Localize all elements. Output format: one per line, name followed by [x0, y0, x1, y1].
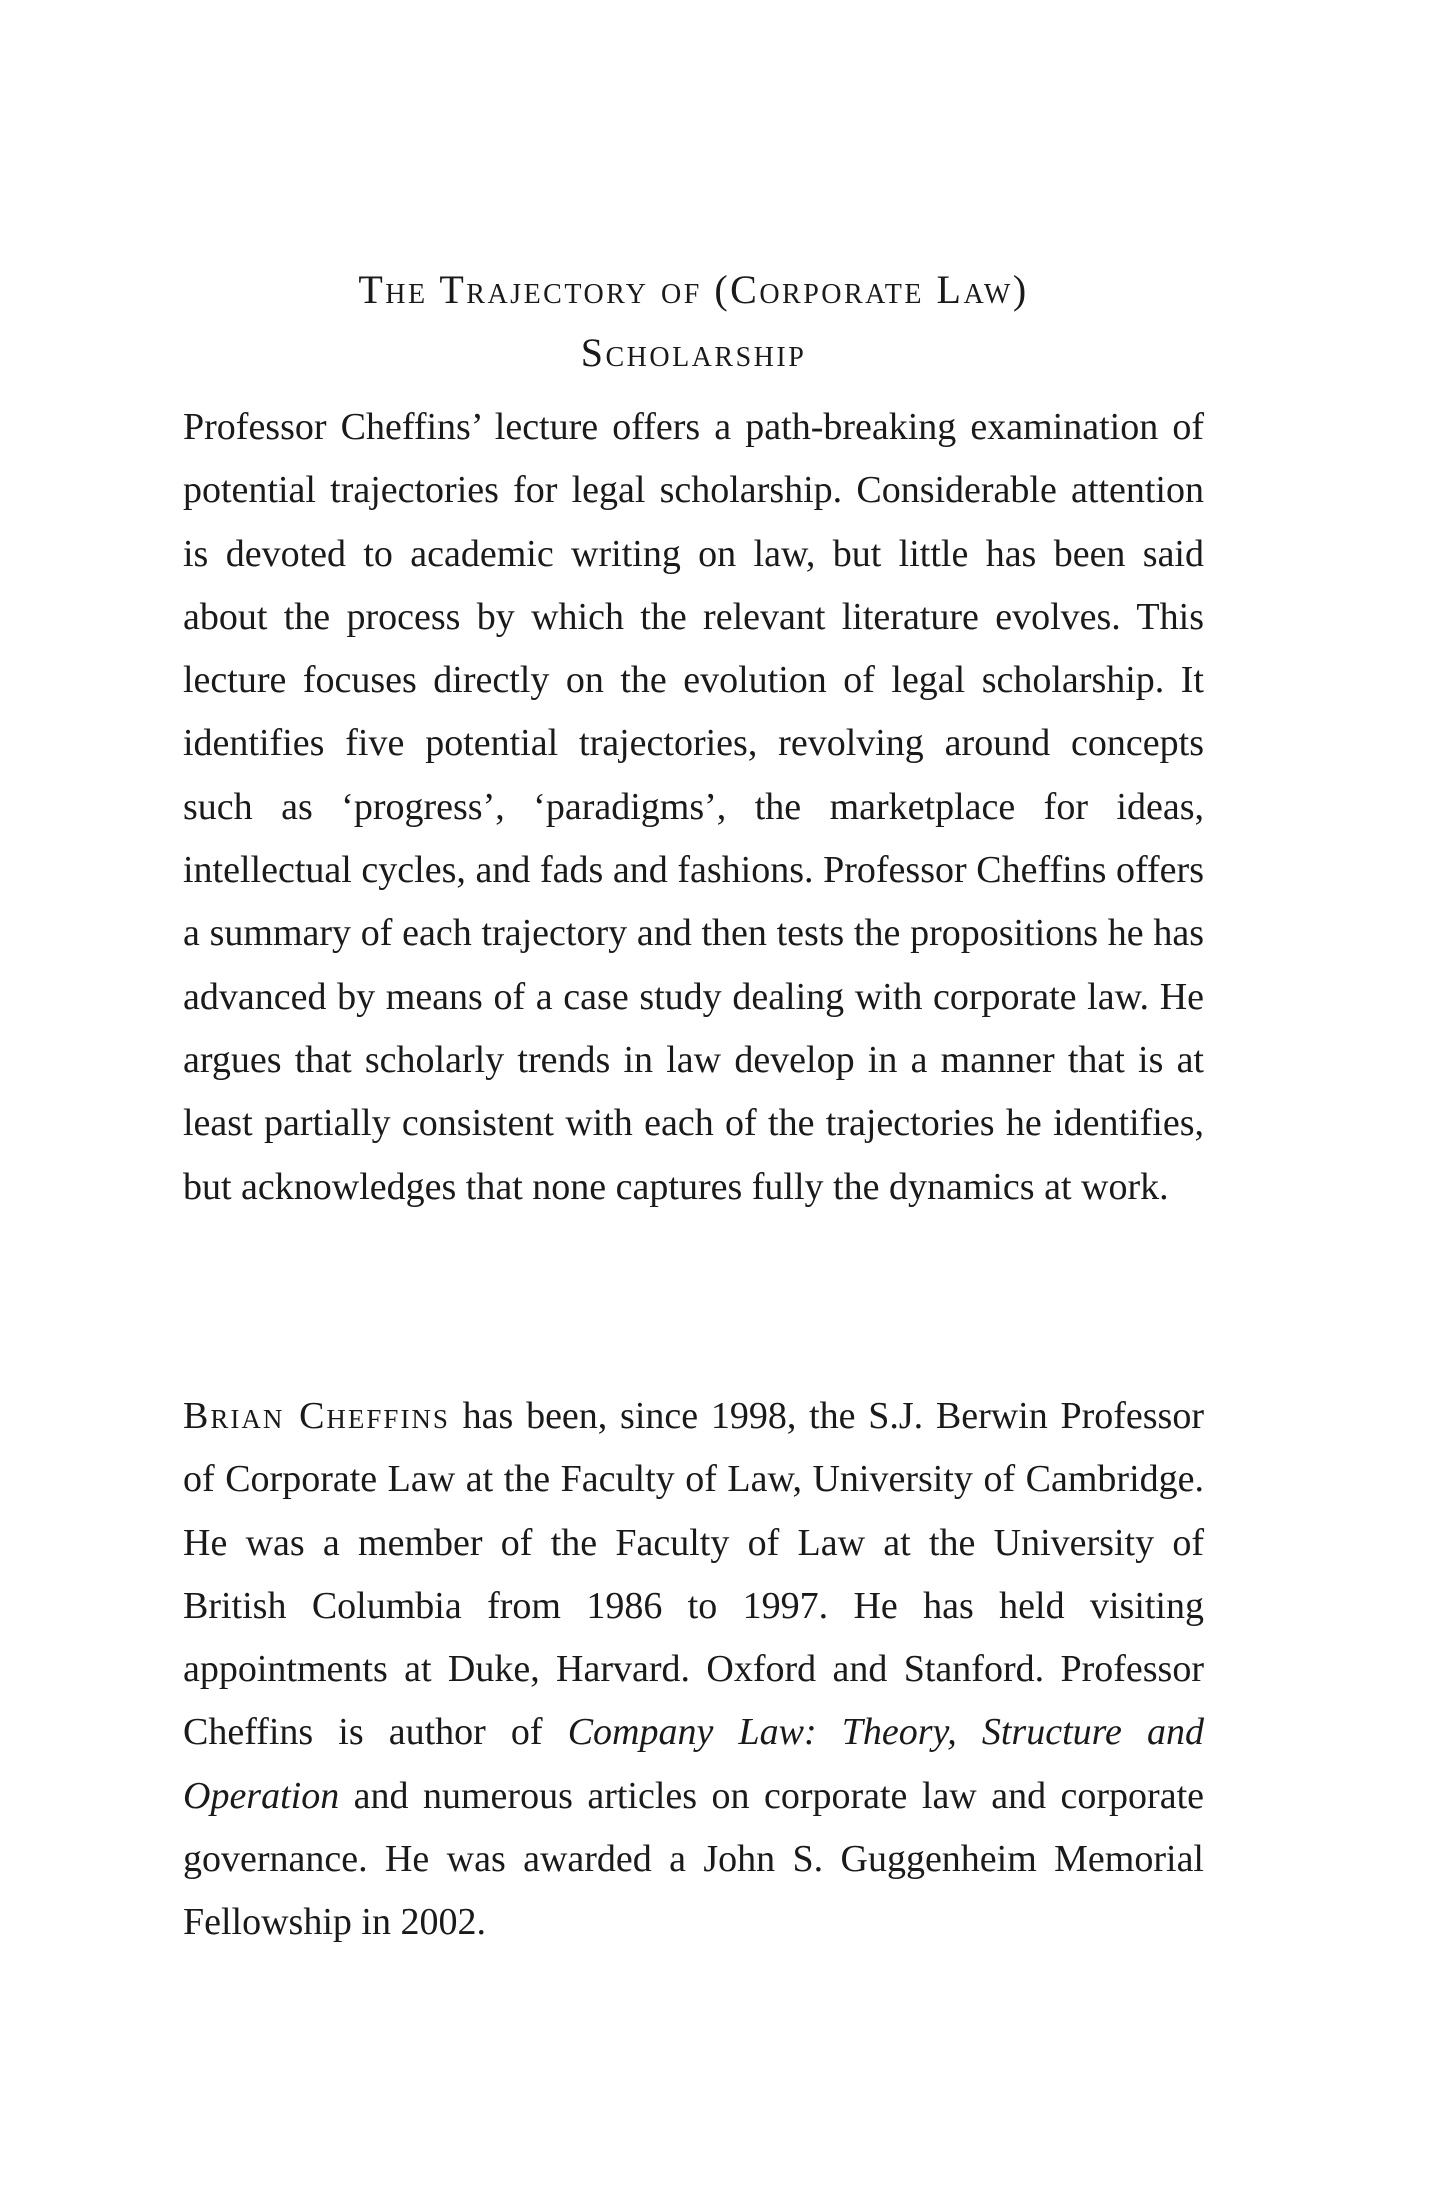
title-line-1: The Trajectory of (Corporate Law)	[358, 267, 1029, 312]
author-bio-paragraph	[183, 1385, 1204, 1955]
page-title	[183, 258, 1204, 384]
author-name: Brian Cheffins	[183, 1395, 450, 1437]
abstract-paragraph: Professor Cheffins’ lecture offers a path-breaking examination of potential trajectories for legal scholarship. Considerable attention is devoted to academic writing on law, but little has been said about the process by which the relevant literature evolves. This lecture focuses directly on the evolution of legal scholarship. It identifies five potential trajectories, revolving around concepts such as ‘progress’, ‘paradigms’, the marketplace for ideas, intellectual cycles, and fads and fashions. Professor Cheffins offers a summary of each trajectory and then tests the propositions he has advanced by means of a case study dealing with corporate law. He argues that scholarly trends in law develop in a manner that is at least partially consistent with each of the trajectories he identifies, but acknowledges that none captures fully the dynamics at work.	[183, 406, 1204, 1208]
bio-text-after-book: and numerous articles on corporate law and corporate governance. He was awarded a John S. Guggenheim Memorial Fellowship in 2002.	[183, 1774, 1204, 1944]
bio-text-before-book: has been, since 1998, the S.J. Berwin Professor of Corporate Law at the Faculty of Law, University of Cambridge. He was a member of the Faculty of Law at the University of British Columbia from 1986 to 1997. He has held visiting appointments at Duke, Harvard. Oxford and Stanford. Professor Cheffins is author of	[183, 1395, 1205, 1754]
book-title: Company Law: Theory, Structure and Operation	[183, 1711, 1204, 1817]
title-line-2: Scholarship	[580, 330, 807, 375]
